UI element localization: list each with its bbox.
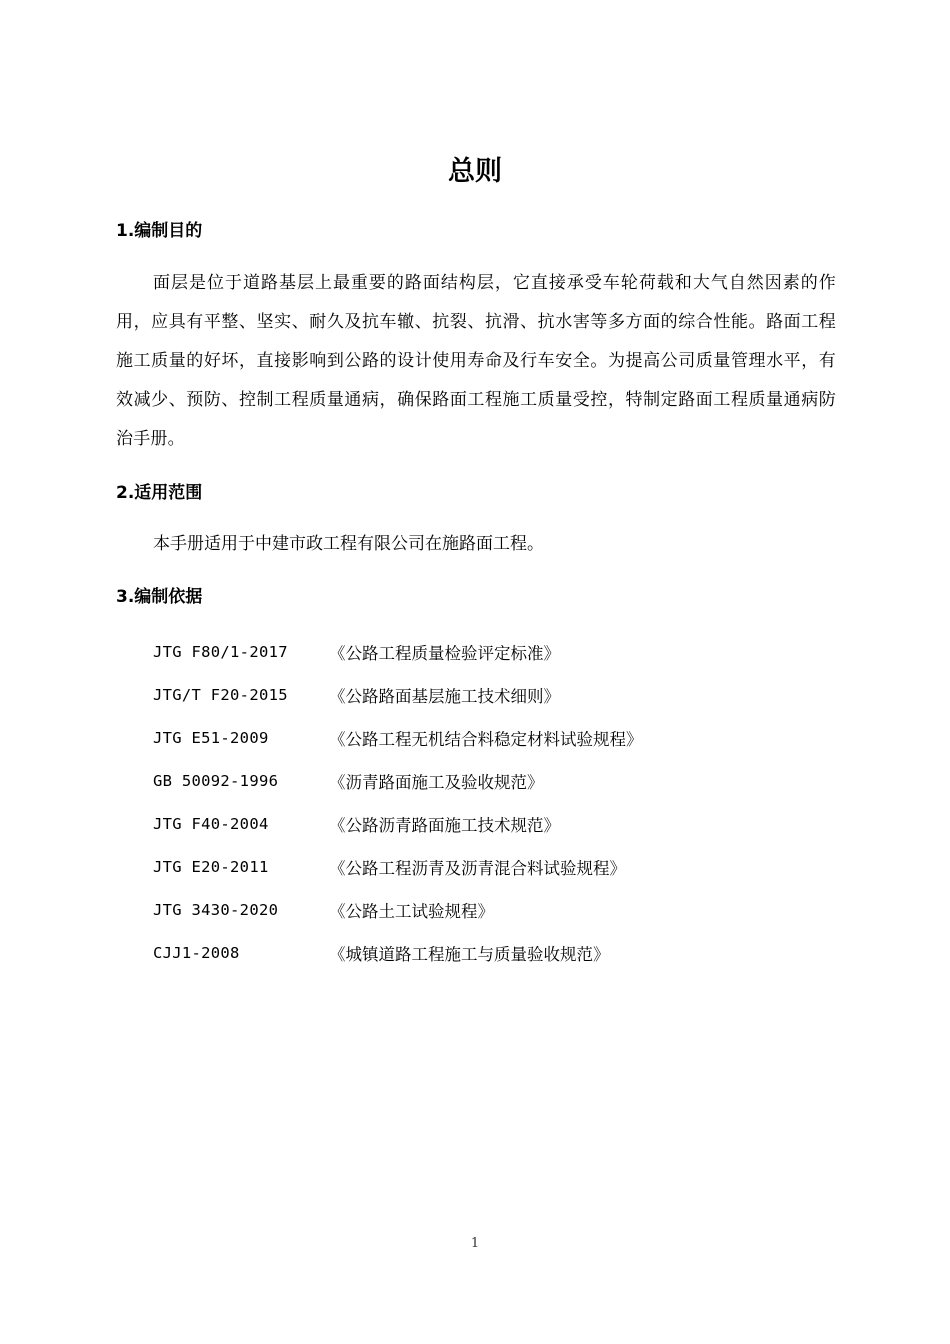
reference-title: 《公路沥青路面施工技术规范》 (329, 815, 560, 835)
reference-row (153, 802, 793, 845)
reference-row (153, 759, 793, 802)
reference-title: 《城镇道路工程施工与质量验收规范》 (329, 944, 610, 964)
reference-row (153, 931, 793, 974)
reference-row (153, 673, 793, 716)
reference-code: GB 50092-1996 (153, 771, 279, 790)
reference-title: 《公路路面基层施工技术细则》 (329, 686, 560, 706)
reference-row (153, 845, 793, 888)
reference-title: 《公路土工试验规程》 (329, 901, 494, 921)
section-heading-basis: 3.编制依据 (116, 587, 203, 607)
reference-title: 《公路工程无机结合料稳定材料试验规程》 (329, 729, 643, 749)
reference-list (153, 630, 793, 974)
reference-code: CJJ1-2008 (153, 943, 240, 962)
reference-row (153, 630, 793, 673)
reference-title: 《沥青路面施工及验收规范》 (329, 772, 544, 792)
reference-code: JTG E20-2011 (153, 857, 269, 876)
reference-code: JTG/T F20-2015 (153, 685, 288, 704)
section-heading-purpose: 1.编制目的 (116, 221, 203, 241)
reference-code: JTG F80/1-2017 (153, 642, 288, 661)
section-heading-scope: 2.适用范围 (116, 483, 203, 503)
scope-paragraph: 本手册适用于中建市政工程有限公司在施路面工程。 (153, 534, 544, 554)
page-title: 总则 (448, 156, 502, 187)
reference-code: JTG 3430-2020 (153, 900, 279, 919)
reference-row (153, 888, 793, 931)
page-number: 1 (470, 1236, 480, 1251)
reference-code: JTG E51-2009 (153, 728, 269, 747)
reference-title: 《公路工程质量检验评定标准》 (329, 643, 560, 663)
purpose-paragraph: 面层是位于道路基层上最重要的路面结构层，它直接承受车轮荷载和大气自然因素的作用，应具有平整、坚实、耐久及抗车辙、抗裂、抗滑、抗水害等多方面的综合性能。路面工程施工质量的好坏，直接影响到公路的设计使用寿命及行车安全。为提高公司质量管理水平，有效减少、预防、控制工程质量通病，确保路面工程施工质量受控，特制定路面工程质量通病防治手册。 (116, 273, 836, 449)
reference-title: 《公路工程沥青及沥青混合料试验规程》 (329, 858, 626, 878)
reference-code: JTG F40-2004 (153, 814, 269, 833)
reference-row (153, 716, 793, 759)
